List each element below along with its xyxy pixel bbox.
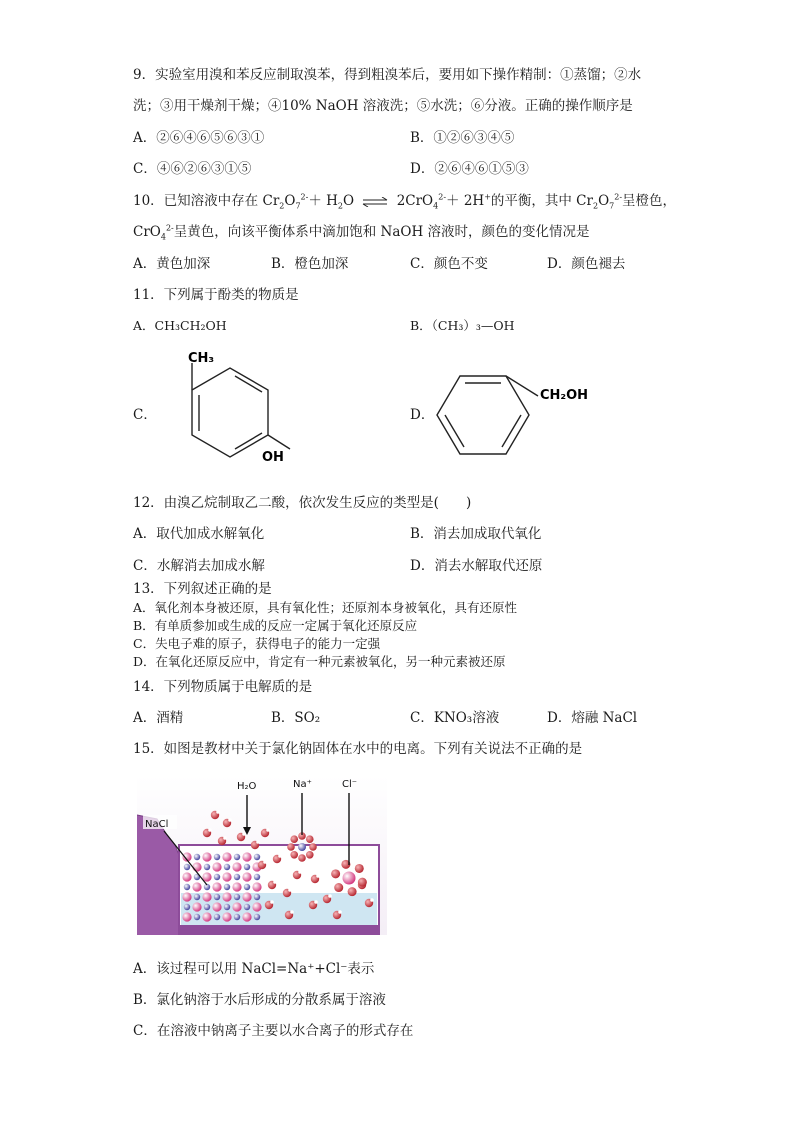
nacl-dissolution-figure [137, 775, 387, 935]
benzyl-alcohol-structure [430, 370, 600, 460]
q10-dichromate: $Cr_2O_7^{2-}$ [262, 192, 309, 211]
hydration-water [306, 851, 314, 859]
q14-option-c: C．KNO₃溶液 [410, 710, 500, 726]
fig-label-na: Na⁺ [293, 779, 312, 790]
na-ion [244, 884, 250, 890]
q12-option-a: A．取代加成水解氧化 [133, 526, 265, 542]
hydration-water [309, 843, 317, 851]
cl-ion [222, 912, 231, 921]
na-ion [244, 904, 250, 910]
na-ion [204, 904, 210, 910]
na-ion [234, 854, 240, 860]
q11-c-ch3-label: CH₃ [188, 351, 215, 366]
cl-ion [232, 902, 241, 911]
q10-stem-line1: 10．已知溶液中存在 $Cr_2O_7^{2-}+ H_2O$ 2CrO$_4^{2-}$＋ 2H+的平衡，其中 $Cr_2O_7^{2-}$呈橙色， [133, 192, 677, 211]
q10-number: 10．已知溶液中存在 [133, 193, 259, 209]
cl-ion [212, 882, 221, 891]
equilibrium-arrow-icon [362, 197, 388, 207]
cl-ion [232, 862, 241, 871]
q10-option-a: A．黄色加深 [133, 256, 211, 272]
water-hydrogen [314, 900, 318, 904]
q10-stem-line2: CrO$_4^{2-}$呈黄色，向该平衡体系中滴加饱和 NaOH 溶液时，颜色的变化情况是 [133, 223, 590, 242]
q11-d-group-label: CH₂OH [540, 388, 589, 403]
q11-option-b: B．（CH₃）₃—OH [410, 318, 515, 333]
q11-option-a: A．CH₃CH₂OH [133, 318, 227, 333]
water-hydrogen [338, 910, 342, 914]
q12-stem: 12．由溴乙烷制取乙二酸，依次发生反应的类型是( ) [133, 495, 472, 511]
na-ion [184, 864, 190, 870]
cl-ion [242, 872, 251, 881]
cl-ion [252, 902, 261, 911]
na-ion [254, 854, 260, 860]
na-ion [234, 894, 240, 900]
water-hydrogen [288, 888, 292, 892]
water-hydrogen [270, 900, 274, 904]
na-ion [254, 874, 260, 880]
cl-ion [182, 872, 191, 881]
q10-water: $H_2O$ [326, 193, 355, 211]
water-hydrogen [273, 880, 277, 884]
cl-ion [242, 912, 251, 921]
na-ion [214, 914, 220, 920]
na-ion [254, 914, 260, 920]
cl-ion [182, 892, 191, 901]
hydration-water [290, 835, 298, 843]
cl-ion [182, 912, 191, 921]
water-hydrogen [263, 860, 267, 864]
na-ion [224, 864, 230, 870]
water-hydrogen [328, 894, 332, 898]
cl-ion [252, 882, 261, 891]
na-ion [184, 884, 190, 890]
hydration-water [290, 851, 298, 859]
m-cresol-structure [150, 345, 300, 475]
q11-c-oh-label: OH [262, 450, 284, 465]
na-ion [214, 854, 220, 860]
cl-ion [242, 852, 251, 861]
cl-center [343, 872, 356, 885]
q10-option-d: D．颜色褪去 [547, 256, 626, 272]
water-hydrogen [228, 818, 232, 822]
water-hydrogen [266, 828, 270, 832]
hydration-water [358, 878, 367, 887]
q9-option-a: A．②⑥④⑥⑤⑥③① [133, 130, 265, 146]
hydrated-na-ion [287, 832, 317, 862]
cl-ion [192, 902, 201, 911]
q10-option-b: B．橙色加深 [271, 256, 349, 272]
q14-option-a: A．酒精 [133, 710, 184, 726]
cl-ion [232, 882, 241, 891]
na-ion [184, 904, 190, 910]
water-hydrogen [278, 854, 282, 858]
q10-chromate: 2CrO$_4^{2-}$ [396, 192, 447, 211]
water-hydrogen [216, 810, 220, 814]
q11-option-c-label: C． [133, 407, 157, 423]
q10-option-c: C．颜色不变 [410, 256, 488, 272]
q15-stem: 15．如图是教材中关于氯化钠固体在水中的电离。下列有关说法不正确的是 [133, 741, 583, 757]
hydration-water [306, 835, 314, 843]
q14-option-d: D．熔融 NaCl [547, 710, 638, 726]
q11-stem: 11．下列属于酚类的物质是 [133, 287, 299, 303]
na-ion [214, 874, 220, 880]
hydration-water [355, 864, 364, 873]
cl-ion [202, 852, 211, 861]
q14-stem: 14．下列物质属于电解质的是 [133, 679, 313, 695]
cl-ion [202, 892, 211, 901]
hydration-water [334, 883, 343, 892]
cl-ion [202, 912, 211, 921]
q9-stem-line1: 9．实验室用溴和苯反应制取溴苯，得到粗溴苯后，要用如下操作精制：①蒸馏；②水 [133, 67, 642, 83]
fig-label-h2o: H₂O [237, 781, 257, 792]
q13-stem: 13．下列叙述正确的是 [133, 581, 272, 597]
cl-ion [222, 852, 231, 861]
na-ion [194, 894, 200, 900]
cl-ion [212, 902, 221, 911]
water-hydrogen [370, 898, 374, 902]
cl-ion [222, 872, 231, 881]
na-ion [204, 864, 210, 870]
q14-option-b: B．SO₂ [271, 710, 321, 726]
q11-option-d-label: D． [410, 407, 435, 423]
water-hydrogen [290, 910, 294, 914]
cl-ion [242, 892, 251, 901]
cl-ion [212, 862, 221, 871]
cl-ion [222, 892, 231, 901]
q9-option-b: B．①②⑥③④⑤ [410, 130, 515, 146]
q9-option-c: C．④⑥②⑥③①⑤ [133, 161, 252, 177]
q15-option-c: C．在溶液中钠离子主要以水合离子的形式存在 [133, 1023, 414, 1039]
na-ion [214, 894, 220, 900]
q9-option-d: D．②⑥④⑥①⑤③ [410, 161, 529, 177]
water-hydrogen [242, 832, 246, 836]
water-hydrogen [256, 840, 260, 844]
na-ion [194, 914, 200, 920]
na-ion [224, 904, 230, 910]
q15-option-b: B．氯化钠溶于水后形成的分散系属于溶液 [133, 992, 386, 1008]
na-center [298, 843, 306, 851]
hydration-water [331, 869, 340, 878]
water-hydrogen [223, 836, 227, 840]
q13-option-a: A．氧化剂本身被还原，具有氧化性；还原剂本身被氧化，具有还原性 [133, 600, 518, 615]
hydration-water [348, 887, 357, 896]
fig-label-cl: Cl⁻ [342, 779, 358, 790]
q13-option-b: B．有单质参加或生成的反应一定属于氧化还原反应 [133, 618, 418, 633]
q12-option-d: D．消去水解取代还原 [410, 558, 543, 574]
hydration-water [287, 843, 295, 851]
fig-label-nacl: NaCl [145, 819, 169, 830]
na-ion [234, 914, 240, 920]
q12-option-b: B．消去加成取代氧化 [410, 526, 542, 542]
cl-ion [192, 862, 201, 871]
q9-stem-line2: 洗；③用干燥剂干燥；④10% NaOH 溶液洗；⑤水洗；⑥分液。正确的操作顺序是 [133, 98, 633, 114]
water-hydrogen [316, 874, 320, 878]
na-ion [244, 864, 250, 870]
na-ion [254, 894, 260, 900]
q13-option-c: C．失电子难的原子，获得电子的能力一定强 [133, 636, 381, 651]
cl-ion [192, 882, 201, 891]
na-ion [194, 854, 200, 860]
q12-option-c: C．水解消去加成水解 [133, 558, 265, 574]
water-hydrogen [208, 828, 212, 832]
q15-option-a: A．该过程可以用 NaCl=Na⁺+Cl⁻表示 [133, 961, 375, 977]
q13-option-d: D．在氧化还原反应中，肯定有一种元素被氧化，另一种元素被还原 [133, 654, 506, 669]
na-ion [234, 874, 240, 880]
hydration-water [298, 854, 306, 862]
na-ion [224, 884, 230, 890]
water-hydrogen [298, 870, 302, 874]
